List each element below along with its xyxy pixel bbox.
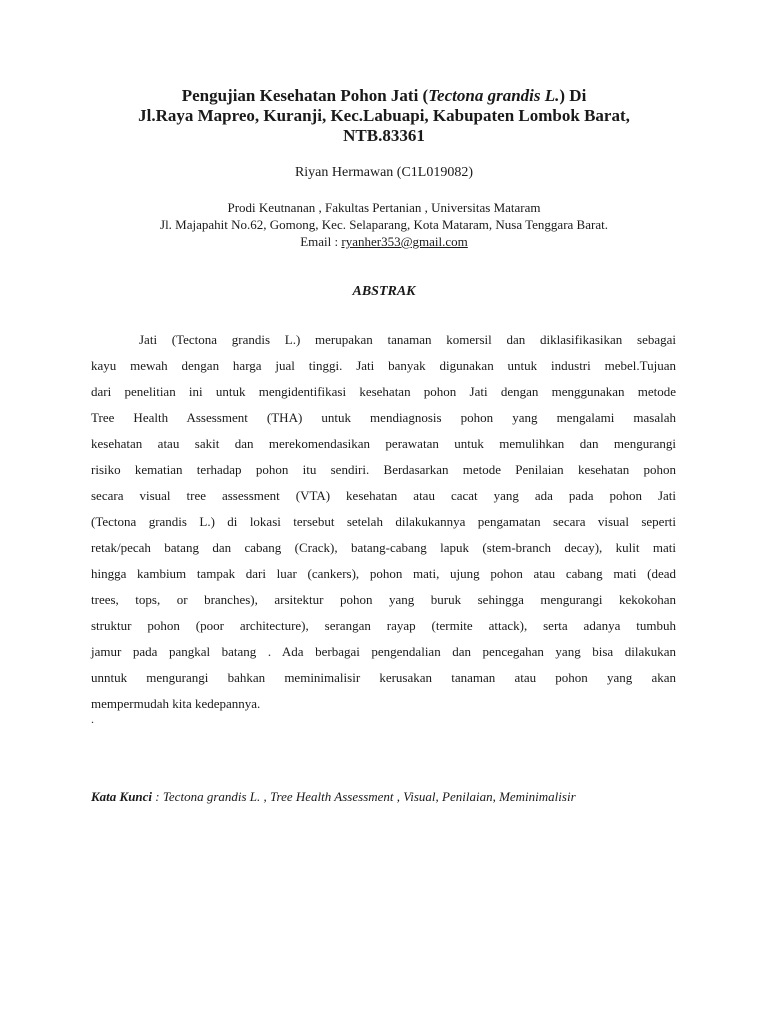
abstract-line: mempermudah kita kedepannya. <box>91 696 261 711</box>
keywords-text: : Tectona grandis L. , Tree Health Assessment , Visual, Penilaian, Meminimalisir <box>152 789 576 804</box>
abstract-line: trees, tops, or branches), arsitektur pohon yang buruk sehingga mengurangi kekokohan <box>91 592 676 607</box>
keywords <box>91 789 691 805</box>
abstract-line: (Tectona grandis L.) di lokasi tersebut setelah dilakukannya pengamatan secara visual seperti <box>91 514 676 529</box>
abstract-line: hingga kambium tampak dari luar (cankers), pohon mati, ujung pohon atau cabang mati (dead <box>91 566 676 581</box>
title-line-3: NTB.83361 <box>343 126 425 145</box>
abstract-line: Tree Health Assessment (THA) untuk mendiagnosis pohon yang mengalami masalah <box>91 410 676 425</box>
abstract-line: Jati (Tectona grandis L.) merupakan tanaman komersil dan diklasifikasikan sebagai <box>139 332 676 347</box>
species-name: Tectona grandis L. <box>428 86 560 105</box>
email-link[interactable]: ryanher353@gmail.com <box>341 234 468 249</box>
keywords-label: Kata Kunci <box>91 789 153 804</box>
abstract-line: jamur pada pangkal batang . Ada berbagai pengendalian dan pencegahan yang bisa dilakukan <box>91 644 676 659</box>
title-line-1: Pengujian Kesehatan Pohon Jati (Tectona grandis L.) Di <box>181 86 587 105</box>
paper-title <box>0 86 768 146</box>
abstract-line: kesehatan atau sakit dan merekomendasikan perawatan untuk memulihkan dan mengurangi <box>91 436 676 451</box>
abstract-line: risiko kematian terhadap pohon itu sendiri. Berdasarkan metode Penilaian kesehatan pohon <box>91 462 676 477</box>
abstract-line: secara visual tree assessment (VTA) kesehatan atau cacat yang ada pada pohon Jati <box>91 488 676 503</box>
abstract-line: kayu mewah dengan harga jual tinggi. Jati banyak digunakan untuk industri mebel.Tujuan <box>91 358 676 373</box>
abstract-heading: ABSTRAK <box>352 284 416 299</box>
abstract-line: struktur pohon (poor architecture), serangan rayap (termite attack), serta adanya tumbuh <box>91 618 676 633</box>
trailing-mark: . <box>91 712 94 726</box>
email-label: Email : <box>300 234 342 249</box>
affiliation <box>0 199 768 250</box>
affiliation-address: Jl. Majapahit No.62, Gomong, Kec. Selaparang, Kota Mataram, Nusa Tenggara Barat. <box>160 217 608 232</box>
author-name: Riyan Hermawan (C1L019082) <box>294 165 474 180</box>
abstract-line: retak/pecah batang dan cabang (Crack), batang-cabang lapuk (stem-branch decay), kulit mati <box>91 540 676 555</box>
title-line-2: Jl.Raya Mapreo, Kuranji, Kec.Labuapi, Kabupaten Lombok Barat, <box>138 106 630 125</box>
affiliation-line-1: Prodi Keutnanan , Fakultas Pertanian , Universitas Mataram <box>227 200 541 215</box>
abstract-line: dari penelitian ini untuk mengidentifikasi kesehatan pohon Jati dengan menggunakan metode <box>91 384 676 399</box>
abstract-body <box>91 327 676 717</box>
abstract-line: unntuk mengurangi bahkan meminimalisir kerusakan tanaman atau pohon yang akan <box>91 670 676 685</box>
email-line <box>0 233 768 250</box>
